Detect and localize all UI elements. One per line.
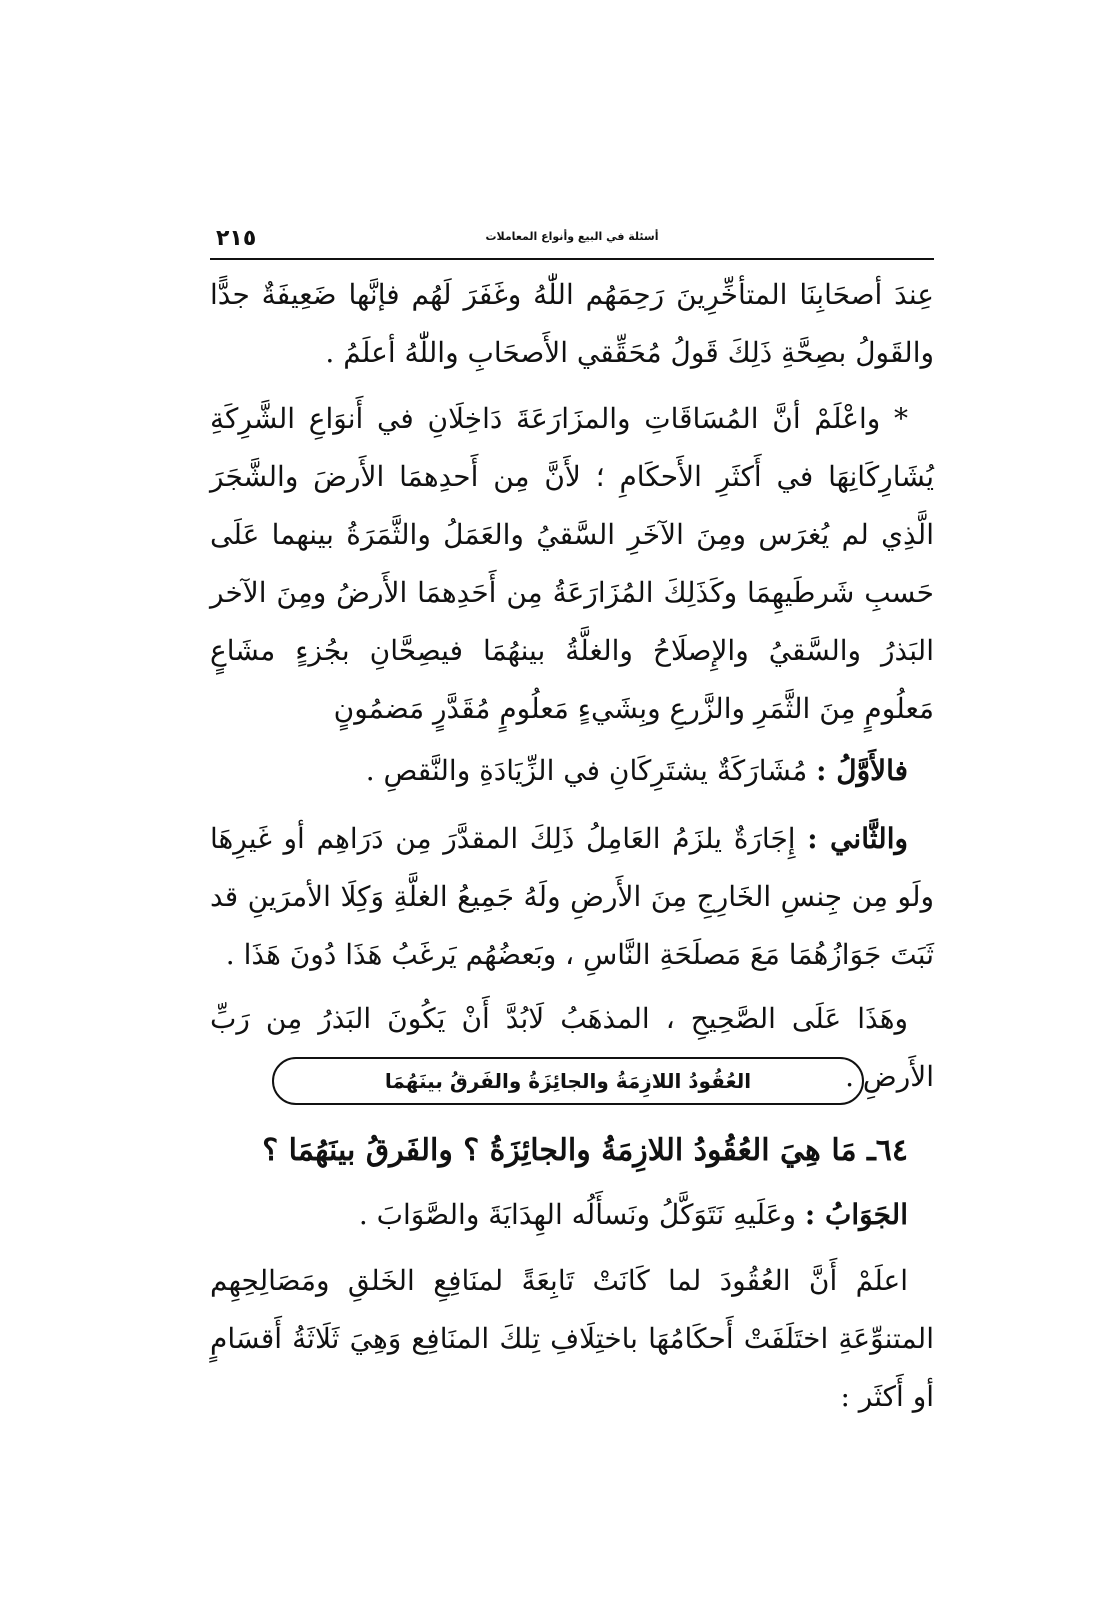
answer-text: وعَلَيهِ نَتَوَكَّلُ ونَسأَلُه الهِدَايَةَ والصَّوَابَ . (358, 1198, 797, 1231)
question-heading: ٦٤ـ مَا هِيَ العُقُودُ اللازِمَةُ والجائِزَةُ ؟ والفَرقُ بينَهُمَا ؟ (262, 1133, 908, 1168)
page-header (210, 222, 934, 256)
paragraph-4-text: إِجَارَةٌ يلزَمُ العَامِلُ ذَلِكَ المقدَّرَ مِن دَرَاهِم أو غَيرِهَا ولَو مِن جِنسِ الخَارِجِ مِنَ الأَرضِ ولَهُ جَمِيعُ الغلَّةِ وَكِلَا الأمرَينِ قد ثَبَتَ جَوَازُهُمَا مَعَ مَصلَحَةِ النَّاسِ ، وبَعضُهُم يَرغَبُ هَذَا دُونَ هَذَا . (210, 822, 934, 971)
answer-text-block (210, 1186, 934, 1426)
section-title-box (272, 1057, 864, 1105)
header-rule (210, 258, 934, 260)
paragraph-3-text: مُشَارَكَةٌ يشتَرِكَانِ في الزِّيَادَةِ والنَّقصِ . (365, 754, 808, 787)
paragraph-4-label: والثَّاني : (807, 822, 909, 855)
paragraph-3 (210, 742, 934, 800)
paragraph-3-label: فالأَوَّلُ : (816, 754, 908, 787)
section-title: العُقُودُ اللازِمَةُ والجائِزَةُ والفَرقُ بينَهُمَا (384, 1069, 752, 1093)
answer-label: الجَوَابُ : (804, 1198, 908, 1231)
paragraph-4 (210, 810, 934, 984)
paragraph-2: * واعْلَمْ أنَّ المُسَاقَاتِ والمزَارَعَةَ دَاخِلَانِ في أَنوَاعِ الشَّرِكَةِ يُشَارِكَانِهَا في أَكثَرِ الأَحكَامِ ؛ لأَنَّ مِن أَحدِهمَا الأَرضَ والشَّجَرَ الَّذِي لم يُغرَس ومِنَ الآخَرِ السَّقيُ والعَمَلُ والثَّمَرَةُ بينهما عَلَى حَسبِ شَرطَيهِمَا وكَذَلِكَ المُزَارَعَةُ مِن أَحَدِهمَا الأَرضُ ومِنَ الآخر البَذرُ والسَّقيُ والإِصلَاحُ والغلَّةُ بينهُمَا فيصِحَّانِ بجُزءٍ مشَاعٍ مَعلُومٍ مِنَ الثَّمَرِ والزَّرعِ وبِشَيءٍ مَعلُومٍ مُقَدَّرٍ مَضمُونٍ (210, 402, 934, 725)
page-number: ٢١٥ (216, 226, 257, 251)
answer-paragraph (210, 1186, 934, 1244)
closing-paragraph: اعلَمْ أَنَّ العُقُودَ لما كَانَتْ تَابِعَةً لمنَافِعِ الخَلقِ ومَصَالِحِهِم المتنوِّعَةِ اختَلَفَتْ أَحكَامُهَا باختِلَافِ تِلكَ المنَافِع وَهِيَ ثَلَاثَةُ أَقسَامٍ أو أَكثَر : (210, 1264, 934, 1413)
paragraph-5: وهَذَا عَلَى الصَّحِيحِ ، المذهَبُ لَابُدَّ أَنْ يَكُونَ البَذرُ مِن رَبِّ الأَرضِ . (210, 1002, 934, 1093)
main-text-block (210, 266, 934, 1106)
paragraph-1: عِندَ أصحَابِنَا المتأخِّرِينَ رَحِمَهُم اللّٰهُ وغَفَرَ لَهُم فإنَّها ضَعِيفَةٌ جدًّا والقَولُ بصِحَّةِ ذَلِكَ قَولُ مُحَقِّقي الأَصحَابِ واللّٰهُ أعلَمُ . (210, 278, 934, 369)
running-title: أسئلة في البيع وأنواع المعاملات (485, 230, 659, 243)
